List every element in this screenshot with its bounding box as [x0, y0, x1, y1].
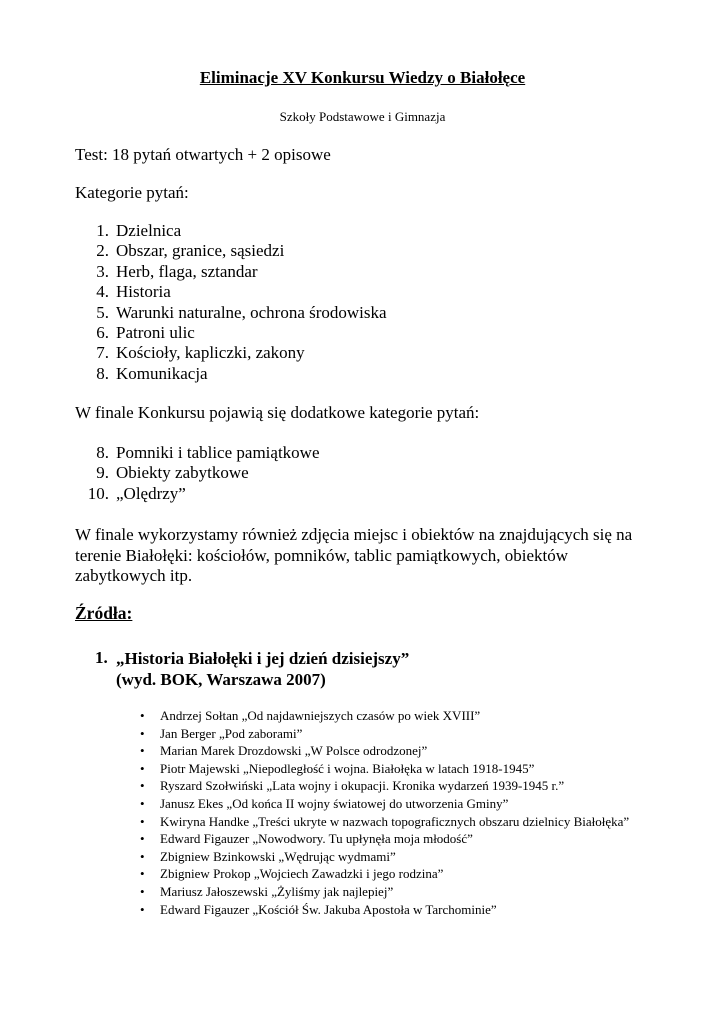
- list-item: [140, 725, 680, 743]
- article-entry: Kwiryna Handke „Treści ukryte w nazwach topograficznych obszaru dzielnicy Białołęka”: [160, 813, 630, 829]
- list-item-label: Pomniki i tablice pamiątkowe: [116, 443, 320, 462]
- bullet-icon: •: [140, 743, 145, 759]
- list-item: [140, 813, 680, 831]
- document-title: Eliminacje XV Konkursu Wiedzy o Białołęce: [199, 68, 526, 87]
- article-entry: Marian Marek Drozdowski „W Polsce odrodzonej”: [160, 743, 428, 759]
- article-entry: Edward Figauzer „Kościół Św. Jakuba Apostoła w Tarchominie”: [160, 901, 497, 917]
- source-title-block: [116, 648, 409, 690]
- list-item-label: Obszar, granice, sąsiedzi: [116, 241, 285, 261]
- source-title: „Historia Białołęki i jej dzień dzisiejszy”: [116, 649, 410, 668]
- list-item: [75, 221, 387, 241]
- list-item-number: 7.: [96, 343, 109, 363]
- list-item: [75, 364, 387, 384]
- article-entry: Mariusz Jałoszewski „Żyliśmy jak najlepiej”: [160, 883, 394, 899]
- list-item-label: Patroni ulic: [116, 323, 195, 343]
- list-item: [75, 343, 387, 363]
- list-item: [140, 830, 680, 848]
- list-item-label: Warunki naturalne, ochrona środowiska: [116, 302, 387, 322]
- list-item: [75, 443, 320, 463]
- bullet-icon: •: [140, 795, 145, 811]
- bullet-icon: •: [140, 813, 145, 829]
- article-entry: Zbigniew Bzinkowski „Wędrując wydmami”: [160, 848, 396, 864]
- list-item-number: 9.: [96, 463, 109, 483]
- final-categories-list: [75, 443, 320, 504]
- bullet-icon: •: [140, 725, 145, 741]
- list-item: [140, 883, 680, 901]
- list-item-label: Komunikacja: [116, 363, 208, 383]
- list-item-number: 1.: [96, 221, 109, 240]
- list-item: [140, 777, 680, 795]
- list-item-number: 8.: [96, 443, 109, 462]
- bullet-icon: •: [140, 848, 145, 864]
- article-entry: Piotr Majewski „Niepodległość i wojna. Białołęka w latach 1918-1945”: [160, 760, 535, 776]
- article-entry: Zbigniew Prokop „Wojciech Zawadzki i jego rodzina”: [160, 866, 444, 882]
- categories-list: [75, 221, 387, 384]
- list-item-label: Dzielnica: [116, 221, 182, 240]
- list-item-label: Herb, flaga, sztandar: [116, 261, 258, 281]
- article-entry: Janusz Ekes „Od końca II wojny światowej do utworzenia Gminy”: [160, 795, 509, 811]
- bullet-icon: •: [140, 708, 145, 723]
- bullet-icon: •: [140, 760, 145, 776]
- list-item-number: 3.: [96, 261, 109, 281]
- bullet-icon: •: [140, 831, 145, 847]
- final-intro: W finale Konkursu pojawią się dodatkowe kategorie pytań:: [75, 403, 480, 422]
- list-item-number: 4.: [96, 282, 109, 302]
- list-item: [75, 303, 387, 323]
- bullet-icon: •: [140, 778, 145, 794]
- list-item: [140, 901, 680, 919]
- list-item-label: Kościoły, kapliczki, zakony: [116, 343, 305, 363]
- test-line: Test: 18 pytań otwartych + 2 opisowe: [75, 145, 331, 164]
- list-item-number: 6.: [96, 323, 109, 343]
- source-number: 1.: [95, 648, 108, 667]
- list-item: [75, 463, 320, 483]
- list-item: [75, 241, 387, 261]
- list-item: [75, 484, 320, 504]
- list-item-label: „Olędrzy”: [116, 483, 186, 503]
- bullet-icon: •: [140, 883, 145, 899]
- list-item-number: 10.: [87, 483, 109, 503]
- list-item-label: Obiekty zabytkowe: [116, 463, 249, 483]
- list-item: [140, 707, 680, 725]
- list-item: [140, 760, 680, 778]
- article-entry: Jan Berger „Pod zaborami”: [160, 725, 303, 741]
- list-item: [75, 282, 387, 302]
- source-publisher: (wyd. BOK, Warszawa 2007): [116, 670, 326, 689]
- sources-heading: Źródła:: [75, 603, 133, 623]
- document-subtitle: Szkoły Podstawowe i Gimnazja: [279, 109, 446, 124]
- list-item: [75, 262, 387, 282]
- list-item-label: Historia: [116, 282, 171, 302]
- final-note: W finale wykorzystamy również zdjęcia miejsc i obiektów na znajdujących się na terenie Białołęki: kościołów, pomników, tablic pamiątkowych, obiektów zabytkowych itp.: [75, 525, 633, 585]
- list-item: [140, 795, 680, 813]
- list-item: [140, 742, 680, 760]
- categories-heading: Kategorie pytań:: [75, 183, 189, 202]
- source-articles-list: [140, 707, 680, 918]
- bullet-icon: •: [140, 901, 145, 917]
- list-item: [75, 323, 387, 343]
- list-item: [140, 865, 680, 883]
- list-item-number: 5.: [96, 302, 109, 322]
- list-item-number: 8.: [96, 363, 109, 383]
- bullet-icon: •: [140, 866, 145, 882]
- article-entry: Andrzej Sołtan „Od najdawniejszych czasów po wiek XVIII”: [160, 708, 481, 723]
- article-entry: Ryszard Szołwiński „Lata wojny i okupacji. Kronika wydarzeń 1939-1945 r.”: [160, 778, 565, 794]
- list-item: [140, 848, 680, 866]
- article-entry: Edward Figauzer „Nowodwory. Tu upłynęła moja młodość”: [160, 831, 473, 847]
- list-item-number: 2.: [96, 241, 109, 261]
